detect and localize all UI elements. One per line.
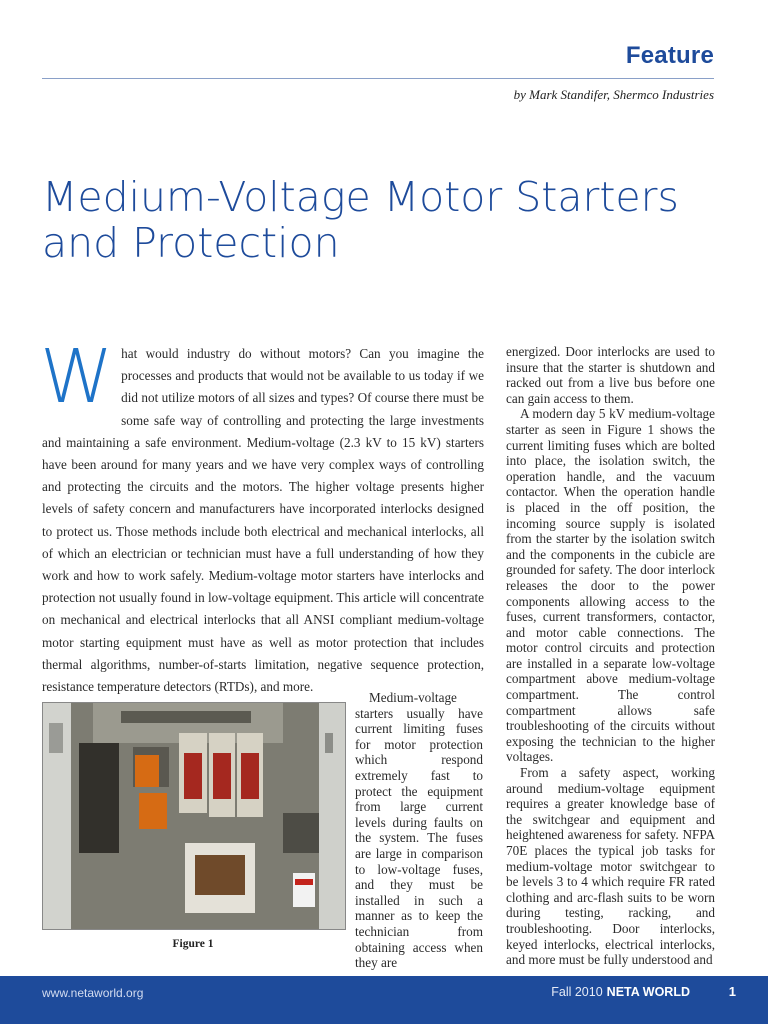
section-label: Feature xyxy=(625,42,714,69)
title-line-2: and Protection xyxy=(42,219,340,267)
header-rule xyxy=(42,78,714,79)
right-column xyxy=(506,344,715,968)
footer-url[interactable]: www.netaworld.org xyxy=(42,986,144,1000)
middle-column-text: Medium-voltage starters usually have current limiting fuses for motor protection which respond extremely fast to protect the equipment from large current levels during faults on the system. The fuses are large in comparison to low-voltage fuses, and they must be installed in such a manner as to keep the technician from obtaining access when they are xyxy=(355,690,483,971)
intro-text: hat would industry do without motors? Can you imagine the processes and products that would not be available to us today if we did not utilize motors of all sizes and types? Of course there must be some safe way of controlling and protecting the large investments and maintaining a safe environment. Medium-voltage (2.3 kV to 15 kV) starters have been around for many years and we have very complex ways of controlling and protecting the circuits and the motors. The higher voltage presents higher levels of safety concern and manufacturers have incorporated interlocks designed to protect us. Those methods include both electrical and mechanical interlocks, all of which an electrician or technician must have a full understanding of how they work and how to work safely. Medium-voltage motor starters have interlocks and protection not usually found in low-voltage equipment. This article will concentrate on mechanical and electrical interlocks that all ANSI compliant medium-voltage motor starting equipment must have as well as motor protection that includes thermal algorithms, number-of-starts limitation, negative sequence protection, resistance temperature detectors (RTDs), and more. xyxy=(42,346,484,695)
intro-paragraph xyxy=(40,334,484,698)
middle-column xyxy=(355,690,483,971)
right-paragraph-1: energized. Door interlocks are used to insure that the starter is shutdown and racked out from a live bus before one can gain access to them. xyxy=(506,344,715,406)
footer-issue xyxy=(551,985,690,999)
drop-cap: W xyxy=(40,334,114,420)
footer-magazine: NETA WORLD xyxy=(606,985,690,999)
title-line-1: Medium-Voltage Motor Starters xyxy=(42,173,679,221)
figure-1-photo xyxy=(42,702,346,930)
right-paragraph-3: From a safety aspect, working around medium-voltage equipment requires a greater knowledge base of the switchgear and equipment and heightened awareness for safety. NFPA 70E places the typical job tasks for medium-voltage motor switchgear to be levels 3 to 4 which require FR rated clothing and arc-flash suits to be worn during testing, racking, and troubleshooting. Door interlocks, keyed interlocks, electrical interlocks, and more must be fully understood and xyxy=(506,765,715,968)
footer-season: Fall 2010 xyxy=(551,985,603,999)
footer-bar xyxy=(0,976,768,1024)
article-title xyxy=(42,174,722,266)
byline: by Mark Standifer, Shermco Industries xyxy=(513,87,714,102)
page-number: 1 xyxy=(728,984,736,999)
right-paragraph-2: A modern day 5 kV medium-voltage starter as seen in Figure 1 shows the current limiting fuses which are bolted into place, the isolation switch, the operation handle, and the vacuum contactor. When the operation handle is placed in the off position, the incoming source supply is isolated from the starter by the isolation switch and the components in the cubicle are grounded for safety. The door interlock releases the door to the power components allowing access to the fuses, current transformers, contactor, and motor cable connections. The motor control circuits and protection are installed in a separate low-voltage compartment above medium-voltage compartment. The control compartment allows safe troubleshooting of the circuits without exposing the technician to the higher voltages. xyxy=(506,406,715,765)
figure-caption: Figure 1 xyxy=(172,938,214,950)
